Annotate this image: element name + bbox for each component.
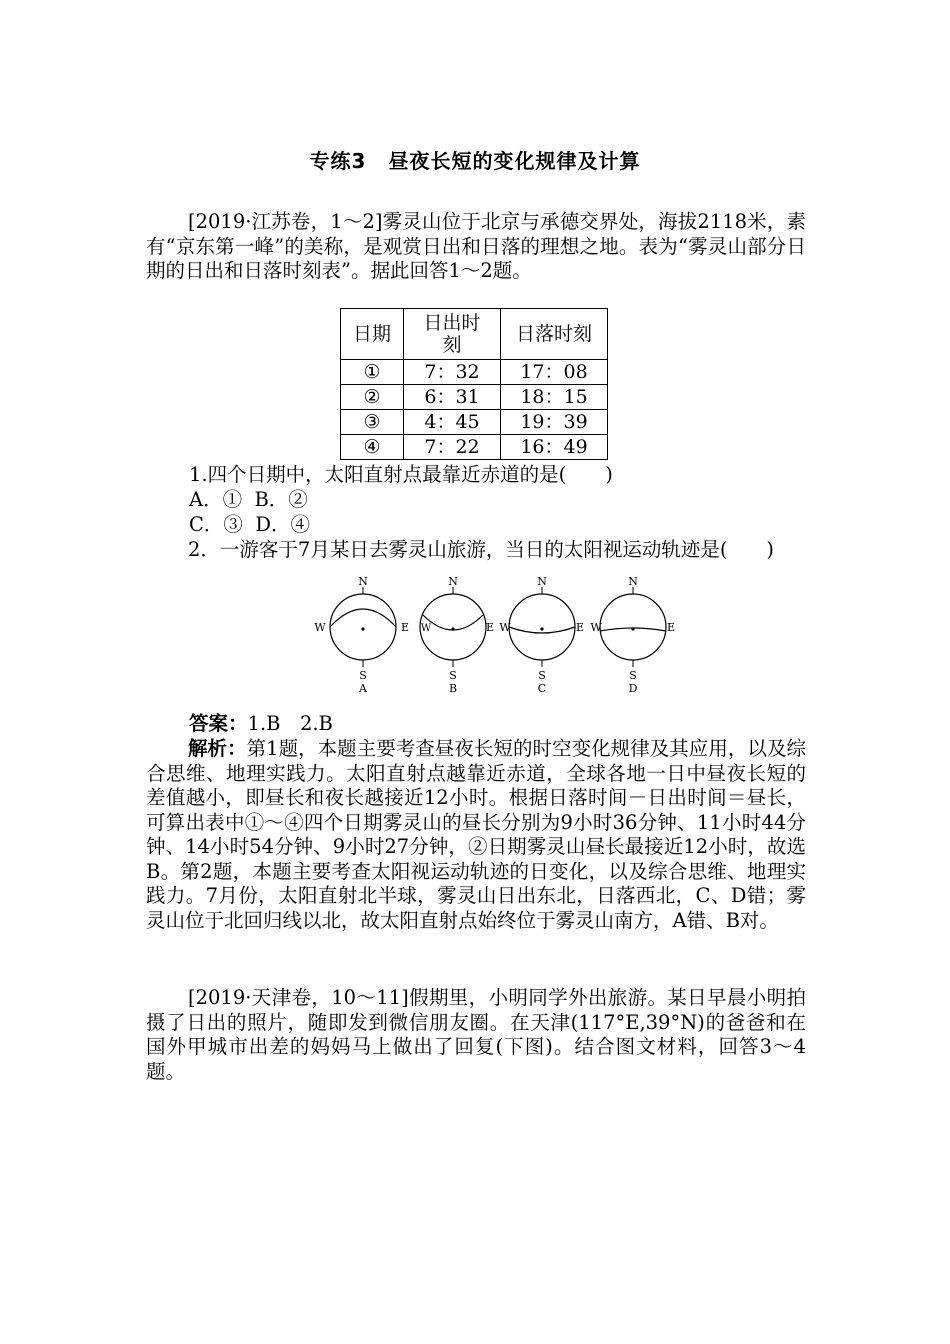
east-label: E xyxy=(400,621,410,634)
option-label: C xyxy=(537,682,547,695)
table-cell: 19：39 xyxy=(501,410,608,435)
analysis-text: 第1题，本题主要考查昼夜长短的时空变化规律及其应用，以及综合思维、地理实践力。太阳直射点越靠近赤道，全球各地一日中昼夜长短的差值越小，即昼长和夜长越接近12小时。根据日落时间－日出时间＝昼长，可算出表中①～④四个日期雾灵山的昼长分别为9小时36分钟、11小时44分钟、14小时54分钟、9小时27分钟，②日期雾灵山昼长最接近12小时，故选B。第2题，本题主要考查太阳视运动轨迹的日变化，以及综合思维、地理实践力。7月份，太阳直射北半球，雾灵山日出东北，日落西北，C、D错；雾灵山位于北回归线以北，故太阳直射点始终位于雾灵山南方，A错、B对。 xyxy=(146,737,806,932)
table-row xyxy=(341,385,608,410)
south-label: S xyxy=(538,669,546,682)
sun-path-option-c xyxy=(499,575,584,695)
intro-paragraph-1: [2019·江苏卷，1～2]雾灵山位于北京与承德交界处，海拔2118米，素有“京东第一峰”的美称，是观赏日出和日落的理想之地。表为“雾灵山部分日期的日出和日落时刻表”。据此回答1～2题。 xyxy=(146,210,806,282)
question-1-stem: 1.四个日期中，太阳直射点最靠近赤道的是( ) xyxy=(189,463,613,486)
north-label: N xyxy=(448,575,458,588)
west-label: W xyxy=(590,621,602,634)
table-cell: ③ xyxy=(341,410,404,435)
observer-dot xyxy=(540,627,543,630)
north-label: N xyxy=(358,575,368,588)
table-cell: 4：45 xyxy=(404,410,501,435)
table-cell: ② xyxy=(341,385,404,410)
table-cell: 7：32 xyxy=(404,360,501,385)
analysis-label: 解析： xyxy=(188,737,247,760)
table-cell: ④ xyxy=(341,435,404,460)
west-label: W xyxy=(314,621,326,634)
answer-text: 1.B 2.B xyxy=(247,712,333,735)
table-cell: 6：31 xyxy=(404,385,501,410)
answer-label: 答案： xyxy=(189,712,248,735)
west-label: W xyxy=(420,623,432,634)
east-label: E xyxy=(575,621,585,634)
table-row xyxy=(341,410,608,435)
title-number: 专练3 xyxy=(309,149,367,173)
east-label: E xyxy=(666,621,676,634)
page-title xyxy=(0,145,950,174)
option-label: D xyxy=(628,682,638,695)
north-label: N xyxy=(537,575,547,588)
table-row xyxy=(341,435,608,460)
sun-path-option-d xyxy=(590,575,675,695)
table-cell: 17：08 xyxy=(501,360,608,385)
table-header-cell: 日落时刻 xyxy=(501,309,608,360)
observer-dot xyxy=(631,627,634,630)
question-1-options-ab: A．① B．② xyxy=(189,488,308,511)
south-label: S xyxy=(629,669,637,682)
sun-path-option-b xyxy=(420,575,494,695)
observer-dot xyxy=(361,627,364,630)
table-cell: ① xyxy=(341,360,404,385)
sun-path-arc xyxy=(330,609,396,627)
question-2-stem: 2．一游客于7月某日去雾灵山旅游，当日的太阳视运动轨迹是( ) xyxy=(188,538,775,561)
table-header-cell: 日期 xyxy=(341,309,404,360)
south-label: S xyxy=(449,669,457,682)
table-cell: 7：22 xyxy=(404,435,501,460)
west-label: W xyxy=(499,621,511,634)
answer-line xyxy=(189,712,333,736)
sun-path-option-a xyxy=(314,575,409,695)
table-header-row xyxy=(341,309,608,360)
east-label: E xyxy=(485,621,495,634)
observer-dot xyxy=(451,627,454,630)
analysis-paragraph xyxy=(146,737,806,933)
table-cell: 18：15 xyxy=(501,385,608,410)
sun-path-figure xyxy=(310,575,680,695)
title-text: 昼夜长短的变化规律及计算 xyxy=(388,149,641,173)
option-label: B xyxy=(448,682,458,695)
north-label: N xyxy=(628,575,638,588)
table-header-cell: 日出时刻 xyxy=(404,309,501,360)
sunrise-sunset-table xyxy=(340,308,608,460)
option-label: A xyxy=(359,682,367,695)
south-label: S xyxy=(359,669,367,682)
table-row xyxy=(341,360,608,385)
table-cell: 16：49 xyxy=(501,435,608,460)
intro-paragraph-2: [2019·天津卷，10～11]假期里，小明同学外出旅游。某日早晨小明拍摄了日出的照片，随即发到微信朋友圈。在天津(117°E,39°N)的爸爸和在国外甲城市出差的妈妈马上做出了回复(下图)。结合图文材料，回答3～4题。 xyxy=(146,986,806,1083)
question-1-options-cd: C．③ D．④ xyxy=(189,513,310,536)
